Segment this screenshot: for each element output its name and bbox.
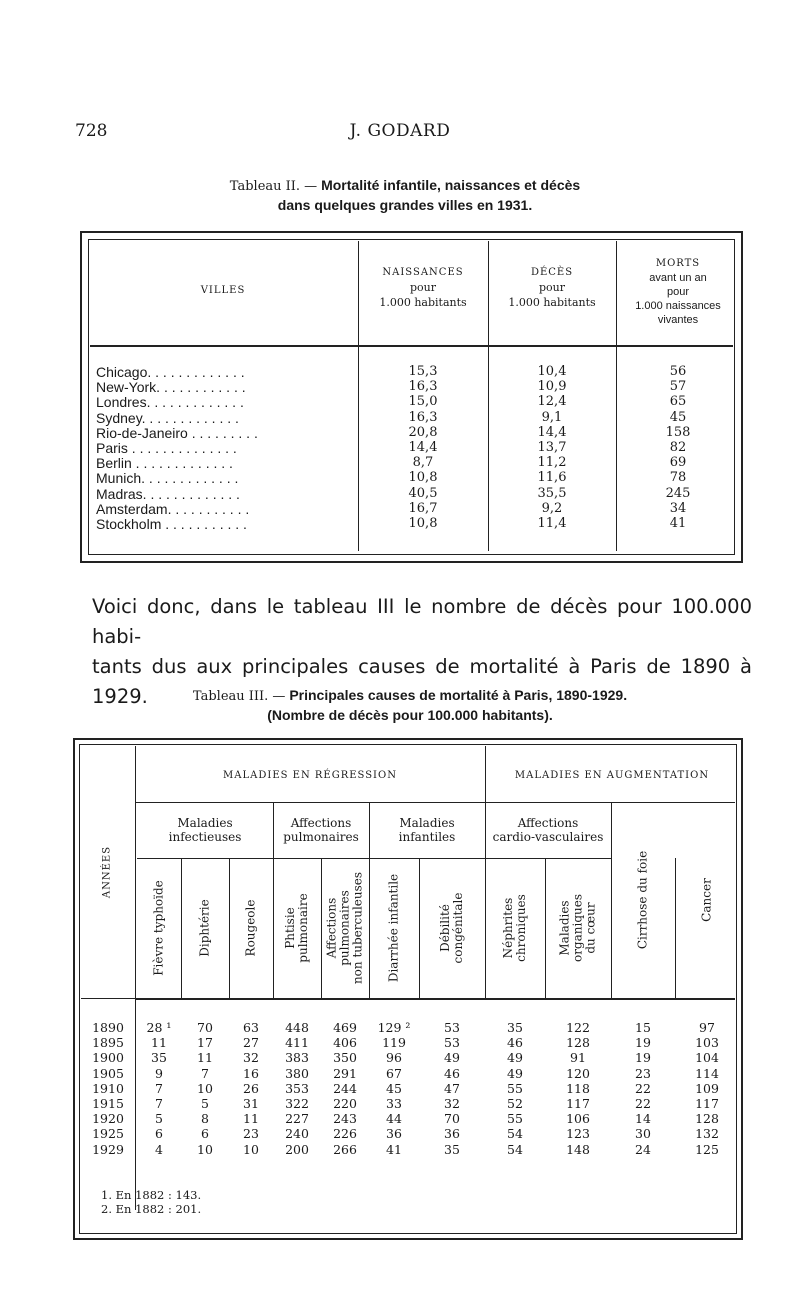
- col-header-6: Débilité congénitale: [438, 892, 465, 964]
- value-cell: 383: [285, 1050, 309, 1066]
- value-cell: 6: [201, 1126, 209, 1142]
- value-cell: 49: [507, 1065, 523, 1081]
- cell-morts: 78: [669, 470, 687, 486]
- year-cell: 1920: [92, 1111, 124, 1127]
- footnote-2: 2. En 1882 : 201.: [101, 1202, 202, 1216]
- col-deces-header: DÉCÈS pour 1.000 habitants: [508, 267, 596, 309]
- city-name: Chicago. . . . . . . . . . . . .: [96, 364, 245, 380]
- col-villes-header: VILLES: [200, 285, 246, 296]
- value-cell: 54: [507, 1141, 523, 1157]
- value-cell: 19: [635, 1050, 651, 1066]
- table2-caption-line2: dans quelques grandes villes en 1931.: [277, 197, 533, 213]
- value-cell: 22: [635, 1096, 651, 1111]
- city-name: Munich. . . . . . . . . . . . .: [96, 470, 239, 487]
- paragraph-line-2: tants dus aux principales causes de mortalité à Paris de 1890 à 1929.: [92, 655, 752, 708]
- value-cell: 32: [444, 1096, 460, 1111]
- value-cell: 96: [386, 1050, 402, 1066]
- value-cell: 10: [243, 1141, 259, 1157]
- city-name: Rio-de-Janeiro . . . . . . . . .: [96, 424, 258, 441]
- value-cell: 7: [201, 1065, 209, 1081]
- value-cell: 6: [155, 1126, 163, 1142]
- cell-morts: 45: [669, 409, 687, 425]
- year-cell: 1925: [92, 1126, 124, 1142]
- value-cell: 36: [444, 1126, 460, 1142]
- cell-deces: 12,4: [537, 394, 567, 410]
- year-cell: 1900: [92, 1050, 124, 1066]
- value-cell: 148: [566, 1141, 590, 1157]
- cell-morts: 158: [665, 424, 691, 440]
- value-cell: 380: [285, 1065, 309, 1081]
- value-cell: 353: [285, 1080, 309, 1096]
- value-cell: 36: [386, 1126, 402, 1142]
- table3-caption-line2: (Nombre de décès pour 100.000 habitants).: [267, 707, 553, 723]
- value-cell: 125: [695, 1141, 719, 1157]
- col-morts-header: MORTS avant un an pour 1.000 naissances vivantes: [635, 258, 721, 326]
- cell-naissances: 15,3: [408, 364, 438, 379]
- value-cell: 30: [635, 1126, 651, 1142]
- value-cell: 104: [695, 1050, 719, 1066]
- value-cell: 4: [155, 1141, 163, 1157]
- cell-morts: 82: [669, 440, 687, 455]
- city-name: Sydney. . . . . . . . . . . . .: [96, 409, 239, 426]
- value-cell: 114: [695, 1065, 719, 1081]
- cell-morts: 57: [669, 379, 687, 395]
- value-cell: 97: [699, 1020, 715, 1035]
- value-cell: 132: [695, 1126, 719, 1142]
- table2-caption-label: Tableau II. —: [229, 179, 318, 194]
- value-cell: 67: [386, 1065, 402, 1081]
- col-naissances-header: NAISSANCES pour 1.000 habitants: [379, 267, 467, 309]
- value-cell: 469: [333, 1020, 357, 1035]
- value-cell: 53: [444, 1035, 460, 1051]
- cell-naissances: 16,3: [408, 409, 438, 425]
- cell-naissances: 40,5: [408, 485, 438, 501]
- value-cell: 19: [635, 1035, 651, 1051]
- value-cell: 23: [243, 1126, 259, 1142]
- cell-morts: 245: [665, 485, 691, 501]
- cell-naissances: 10,8: [408, 470, 438, 486]
- group-augmentation: MALADIES EN AUGMENTATION: [514, 770, 710, 781]
- cell-deces: 14,4: [537, 424, 567, 440]
- cell-deces: 10,4: [537, 364, 567, 379]
- table2-caption-text: Mortalité infantile, naissances et décès: [321, 177, 581, 193]
- value-cell: 53: [444, 1020, 460, 1035]
- cell-deces: 10,9: [537, 379, 567, 395]
- value-cell: 49: [444, 1050, 460, 1066]
- cell-deces: 13,7: [537, 440, 567, 455]
- value-cell: 448: [285, 1020, 309, 1035]
- subgroup-infantiles: Maladies infantiles: [398, 816, 456, 844]
- group-regression: MALADIES EN RÉGRESSION: [223, 770, 397, 781]
- value-cell: 406: [333, 1035, 357, 1051]
- table2: [80, 231, 743, 563]
- value-cell: 129 ²: [377, 1020, 411, 1035]
- value-cell: 54: [507, 1126, 523, 1142]
- year-cell: 1929: [92, 1141, 124, 1157]
- value-cell: 10: [197, 1080, 213, 1096]
- city-name: Berlin . . . . . . . . . . . . .: [96, 455, 233, 472]
- value-cell: 63: [243, 1020, 259, 1035]
- value-cell: 70: [444, 1111, 460, 1127]
- value-cell: 35: [507, 1020, 523, 1035]
- cell-naissances: 15,0: [408, 394, 438, 410]
- col-annees-header: ANNÉES: [101, 845, 113, 899]
- value-cell: 411: [285, 1035, 309, 1051]
- value-cell: 122: [566, 1020, 590, 1035]
- value-cell: 128: [695, 1111, 719, 1127]
- cell-deces: 11,6: [537, 470, 567, 486]
- year-cell: 1910: [92, 1080, 124, 1096]
- cell-deces: 9,2: [541, 500, 563, 516]
- col-header-2: Rougeole: [243, 899, 258, 957]
- cell-deces: 11,4: [537, 516, 567, 531]
- value-cell: 31: [243, 1096, 259, 1111]
- value-cell: 226: [333, 1126, 357, 1142]
- col-header-4: Affections pulmonaires non tuberculeuses: [324, 871, 365, 985]
- value-cell: 14: [635, 1111, 651, 1127]
- value-cell: 266: [333, 1141, 357, 1157]
- value-cell: 9: [155, 1065, 163, 1081]
- value-cell: 17: [197, 1035, 213, 1051]
- city-name: New-York. . . . . . . . . . . .: [96, 379, 246, 396]
- running-title: J. GODARD: [349, 121, 451, 141]
- value-cell: 243: [333, 1111, 357, 1127]
- cell-morts: 56: [669, 364, 687, 379]
- cell-naissances: 10,8: [408, 516, 438, 531]
- cell-morts: 65: [669, 394, 687, 410]
- value-cell: 244: [333, 1080, 357, 1096]
- value-cell: 32: [243, 1050, 259, 1066]
- value-cell: 47: [444, 1080, 460, 1096]
- col-header-1: Diphtérie: [197, 899, 212, 957]
- cell-morts: 34: [669, 500, 687, 516]
- page-number: 728: [75, 121, 108, 141]
- col-header-10: Cancer: [699, 878, 714, 922]
- value-cell: 109: [695, 1080, 719, 1096]
- value-cell: 10: [197, 1141, 213, 1157]
- col-header-7: Néphrites chroniques: [501, 894, 528, 962]
- cell-naissances: 16,3: [408, 379, 438, 395]
- value-cell: 240: [285, 1126, 309, 1142]
- value-cell: 227: [285, 1111, 309, 1127]
- value-cell: 5: [201, 1096, 209, 1111]
- value-cell: 41: [386, 1141, 402, 1157]
- value-cell: 28 ¹: [146, 1020, 172, 1035]
- table3: [73, 738, 743, 1240]
- year-cell: 1915: [92, 1096, 124, 1111]
- value-cell: 350: [333, 1050, 357, 1066]
- value-cell: 27: [243, 1035, 259, 1051]
- col-header-0: Fièvre typhoïde: [151, 880, 166, 976]
- paragraph-line-1: Voici donc, dans le tableau III le nombre de décès pour 100.000 habi-: [92, 595, 752, 648]
- year-cell: 1895: [92, 1035, 124, 1051]
- value-cell: 7: [155, 1080, 163, 1096]
- value-cell: 322: [285, 1096, 309, 1111]
- city-name: Paris . . . . . . . . . . . . . .: [96, 440, 237, 456]
- value-cell: 22: [635, 1080, 651, 1096]
- footnote-1: 1. En 1882 : 143.: [101, 1188, 202, 1202]
- city-name: Amsterdam. . . . . . . . . . .: [96, 500, 250, 517]
- subgroup-infectieuses: Maladies infectieuses: [168, 816, 242, 844]
- value-cell: 200: [285, 1141, 309, 1157]
- subgroup-cardio: Affections cardio-vasculaires: [492, 816, 604, 844]
- value-cell: 103: [695, 1035, 719, 1051]
- value-cell: 15: [635, 1020, 651, 1035]
- value-cell: 128: [566, 1035, 590, 1051]
- value-cell: 35: [444, 1141, 460, 1157]
- cell-naissances: 14,4: [408, 440, 438, 455]
- value-cell: 55: [507, 1111, 523, 1127]
- value-cell: 46: [507, 1035, 523, 1051]
- city-name: Stockholm . . . . . . . . . . .: [96, 516, 247, 532]
- value-cell: 106: [566, 1111, 590, 1127]
- value-cell: 49: [507, 1050, 523, 1066]
- cell-deces: 9,1: [541, 409, 563, 425]
- col-header-5: Diarrhée infantile: [386, 873, 401, 983]
- cell-morts: 69: [669, 455, 687, 471]
- value-cell: 46: [444, 1065, 460, 1081]
- year-cell: 1905: [92, 1065, 124, 1081]
- value-cell: 5: [155, 1111, 163, 1127]
- value-cell: 120: [566, 1065, 590, 1081]
- col-header-3: Phtisie pulmonaire: [283, 893, 310, 963]
- subgroup-pulmonaires: Affections pulmonaires: [283, 816, 359, 844]
- value-cell: 11: [151, 1035, 167, 1051]
- value-cell: 117: [566, 1096, 590, 1111]
- value-cell: 7: [155, 1096, 163, 1111]
- value-cell: 291: [333, 1065, 357, 1081]
- value-cell: 91: [570, 1050, 586, 1066]
- city-name: Londres. . . . . . . . . . . . .: [96, 394, 244, 411]
- cell-deces: 35,5: [537, 485, 567, 501]
- value-cell: 8: [201, 1111, 209, 1127]
- table2-caption: [160, 176, 650, 215]
- value-cell: 35: [151, 1050, 167, 1066]
- city-name: Madras. . . . . . . . . . . . .: [96, 485, 240, 502]
- value-cell: 55: [507, 1080, 523, 1096]
- value-cell: 119: [382, 1035, 406, 1051]
- value-cell: 16: [243, 1065, 259, 1081]
- value-cell: 220: [333, 1096, 357, 1111]
- col-header-8: Maladies organiques du cœur: [557, 893, 598, 963]
- value-cell: 23: [635, 1065, 651, 1081]
- table3-caption-text: Principales causes de mortalité à Paris, 1890-1929.: [289, 687, 628, 703]
- value-cell: 33: [386, 1096, 402, 1111]
- cell-naissances: 20,8: [408, 424, 438, 440]
- value-cell: 11: [243, 1111, 259, 1127]
- cell-deces: 11,2: [537, 455, 567, 471]
- value-cell: 123: [566, 1126, 590, 1142]
- value-cell: 70: [197, 1020, 213, 1035]
- value-cell: 118: [566, 1080, 590, 1096]
- cell-naissances: 16,7: [408, 500, 438, 516]
- value-cell: 24: [635, 1141, 651, 1157]
- value-cell: 45: [386, 1080, 402, 1096]
- year-cell: 1890: [92, 1020, 124, 1035]
- value-cell: 11: [197, 1050, 213, 1066]
- value-cell: 26: [243, 1080, 259, 1096]
- cell-morts: 41: [669, 516, 687, 531]
- value-cell: 52: [507, 1096, 523, 1111]
- value-cell: 117: [695, 1096, 719, 1111]
- table3-caption-label: Tableau III. —: [192, 689, 286, 704]
- cell-naissances: 8,7: [412, 455, 434, 471]
- col-header-9: Cirrhose du foie: [635, 850, 650, 950]
- value-cell: 44: [386, 1111, 402, 1127]
- table3-caption: [140, 686, 680, 725]
